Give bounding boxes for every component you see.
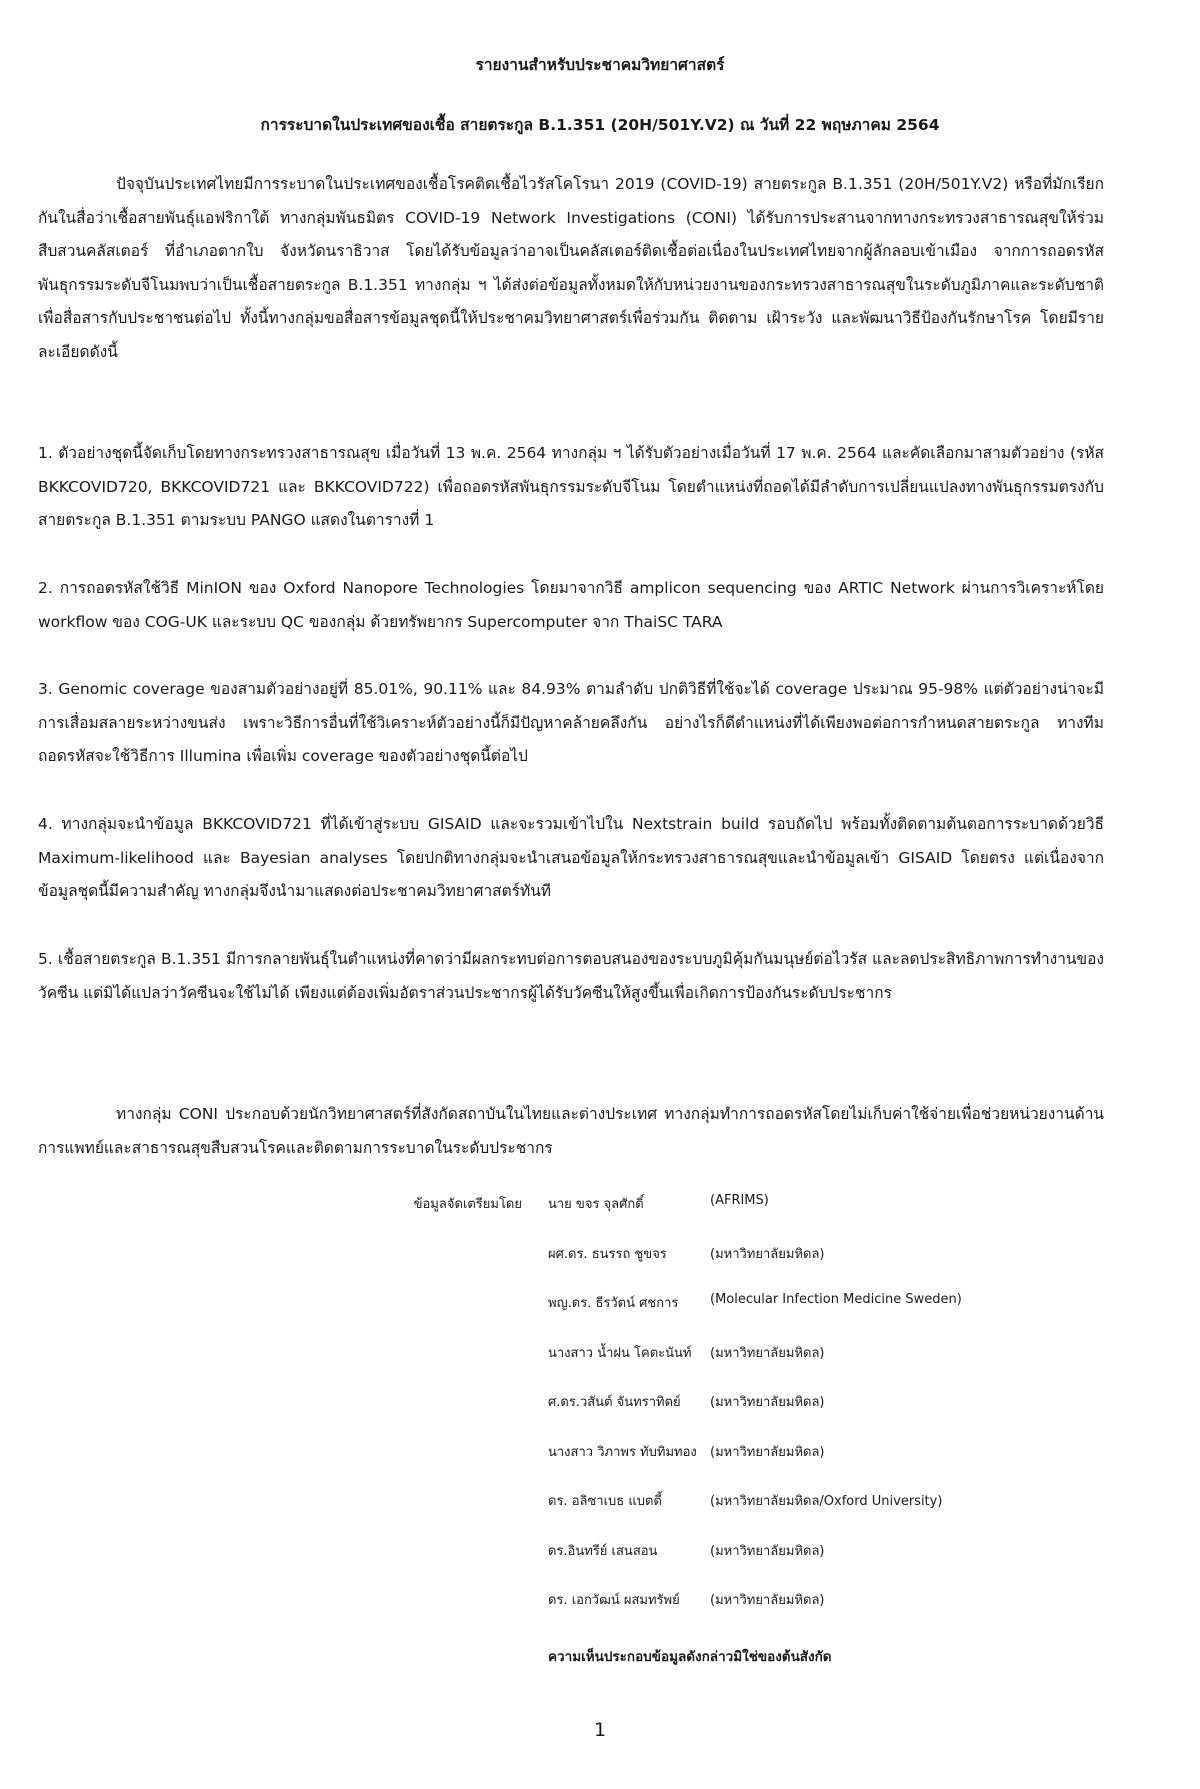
contributor-affiliation: (มหาวิทยาลัยมหิดล) [710, 1544, 825, 1559]
list-item-1: 1. ตัวอย่างชุดนี้จัดเก็บโดยทางกระทรวงสาธารณสุข เมื่อวันที่ 13 พ.ค. 2564 ทางกลุ่ม ฯ ได้รับตัวอย่างเมื่อวันที่ 17 พ.ค. 2564 และคัดเลือกมาสามตัวอย่าง (รหัส BKKCOVID720, BKKCOVID721 และ BKKCOVID722) เพื่อถอดรหัสพันธุกรรมระดับจีโนม โดยตำแหน่งที่ถอดได้มีลำดับการเปลี่ยนแปลงทางพันธุกรรมตรงกับสายตระกูล B.1.351 ตามระบบ PANGO แสดงในตารางที่ 1 [38, 444, 1104, 529]
page-number: 1 [593, 1719, 607, 1741]
report-title: รายงานสำหรับประชาคมวิทยาศาสตร์ [475, 56, 725, 74]
contributor-name: นางสาว วิภาพร ทับทิมทอง [548, 1445, 697, 1460]
list-item-4: 4. ทางกลุ่มจะนำข้อมูล BKKCOVID721 ที่ได้เข้าสู่ระบบ GISAID และจะรวมเข้าไปใน Nextstrain build รอบถัดไป พร้อมทั้งติดตามต้นตอการระบาดด้วยวิธี Maximum-likelihood และ Bayesian analyses โดยปกติทางกลุ่มจะนำเสนอข้อมูลให้กระทรวงสาธารณสุขและนำข้อมูลเข้า GISAID โดยตรง แต่เนื่องจากข้อมูลชุดนี้มีความสำคัญ ทางกลุ่มจึงนำมาแสดงต่อประชาคมวิทยาศาสตร์ทันที [38, 815, 1104, 900]
intro-paragraph: ปัจจุบันประเทศไทยมีการระบาดในประเทศของเชื้อโรคติดเชื้อไวรัสโคโรนา 2019 (COVID-19) สายตระกูล B.1.351 (20H/501Y.V2) หรือที่มักเรียกกันในสื่อว่าเชื้อสายพันธุ์แอฟริกาใต้ ทางกลุ่มพันธมิตร COVID-19 Network Investigations (CONI) ได้รับการประสานจากทางกระทรวงสาธารณสุขให้ร่วมสืบสวนคลัสเตอร์ ที่อำเภอตากใบ จังหวัดนราธิวาส โดยได้รับข้อมูลว่าอาจเป็นคลัสเตอร์ติดเชื้อต่อเนื่องในประเทศไทยจากผู้ลักลอบเข้าเมือง จากการถอดรหัสพันธุกรรมระดับจีโนมพบว่าเป็นเชื้อสายตระกูล B.1.351 ทางกลุ่ม ฯ ได้ส่งต่อข้อมูลทั้งหมดให้กับหน่วยงานของกระทรวงสาธารณสุขในระดับภูมิภาคและระดับชาติเพื่อสื่อสารกับประชาชนต่อไป ทั้งนี้ทางกลุ่มขอสื่อสารข้อมูลชุดนี้ให้ประชาคมวิทยาศาสตร์เพื่อร่วมกัน ติดตาม เฝ้าระวัง และพัฒนาวิธีป้องกันรักษาโรค โดยมีรายละเอียดดังนี้ [38, 175, 1104, 361]
contributor-affiliation: (มหาวิทยาลัยมหิดล) [710, 1346, 825, 1361]
contributor-affiliation: (มหาวิทยาลัยมหิดล) [710, 1593, 825, 1608]
contributor-name: ดร.อินทรีย์ เสนสอน [548, 1544, 658, 1559]
contributor-name: พญ.ดร. ธีรวัตน์ ศชการ [548, 1296, 679, 1311]
contributor-name: ผศ.ดร. ธนรรถ ชูขจร [548, 1247, 667, 1262]
contributor-name: ดร. เอกวัฒน์ ผสมทรัพย์ [548, 1593, 680, 1608]
contributor-name: ดร. อลิซาเบธ แบตตี้ [548, 1494, 662, 1509]
list-item-5: 5. เชื้อสายตระกูล B.1.351 มีการกลายพันธุ์ในตำแหน่งที่คาดว่ามีผลกระทบต่อการตอบสนองของระบบภูมิคุ้มกันมนุษย์ต่อไวรัส และลดประสิทธิภาพการทำงานของวัคซีน แต่มิได้แปลว่าวัคซีนจะใช้ไม่ได้ เพียงแต่ต้องเพิ่มอัตราส่วนประชากรผู้ได้รับวัคซีนให้สูงขึ้นเพื่อเกิดการป้องกันระดับประชากร [38, 950, 1104, 1002]
contributor-affiliation: (มหาวิทยาลัยมหิดล) [710, 1247, 825, 1262]
contributor-name: ศ.ดร.วสันต์ จันทราทิตย์ [548, 1395, 681, 1410]
contributors-label: ข้อมูลจัดเตรียมโดย [413, 1197, 522, 1212]
list-item-2: 2. การถอดรหัสใช้วิธี MinION ของ Oxford Nanopore Technologies โดยมาจากวิธี amplicon sequencing ของ ARTIC Network ผ่านการวิเคราะห์โดย workflow ของ COG-UK และระบบ QC ของกลุ่ม ด้วยทรัพยากร Supercomputer จาก ThaiSC TARA [38, 579, 1104, 631]
contributor-affiliation: (มหาวิทยาลัยมหิดล) [710, 1445, 825, 1460]
contributor-affiliation: (AFRIMS) [710, 1193, 769, 1208]
contributor-name: นางสาว น้ำฝน โคตะนันท์ [548, 1346, 692, 1361]
closing-paragraph: ทางกลุ่ม CONI ประกอบด้วยนักวิทยาศาสตร์ที่สังกัดสถาบันในไทยและต่างประเทศ ทางกลุ่มทำการถอดรหัสโดยไม่เก็บค่าใช้จ่ายเพื่อช่วยหน่วยงานด้านการแพทย์และสาธารณสุขสืบสวนโรคและติดตามการระบาดในระดับประชากร [38, 1105, 1104, 1157]
contributor-name: นาย ขจร จุลศักดิ์ [548, 1197, 644, 1212]
report-subtitle: การระบาดในประเทศของเชื้อ สายตระกูล B.1.351 (20H/501Y.V2) ณ วันที่ 22 พฤษภาคม 2564 [260, 116, 940, 134]
list-item-3: 3. Genomic coverage ของสามตัวอย่างอยู่ที่ 85.01%, 90.11% และ 84.93% ตามลำดับ ปกติวิธีที่ใช้จะได้ coverage ประมาณ 95-98% แต่ตัวอย่างน่าจะมีการเสื่อมสลายระหว่างขนส่ง เพราะวิธีการอื่นที่ใช้วิเคราะห์ตัวอย่างนี้ก็มีปัญหาคล้ายคลึงกัน อย่างไรก็ดีตำแหน่งที่ได้เพียงพอต่อการกำหนดสายตระกูล ทางทีมถอดรหัสจะใช้วิธีการ Illumina เพื่อเพิ่ม coverage ของตัวอย่างชุดนี้ต่อไป [38, 680, 1104, 765]
contributor-affiliation: (มหาวิทยาลัยมหิดล) [710, 1395, 825, 1410]
contributor-affiliation: (มหาวิทยาลัยมหิดล/Oxford University) [710, 1494, 943, 1509]
contributor-affiliation: (Molecular Infection Medicine Sweden) [710, 1292, 962, 1307]
disclaimer-note: ความเห็นประกอบข้อมูลดังกล่าวมิใช่ของต้นสังกัด [548, 1649, 832, 1665]
